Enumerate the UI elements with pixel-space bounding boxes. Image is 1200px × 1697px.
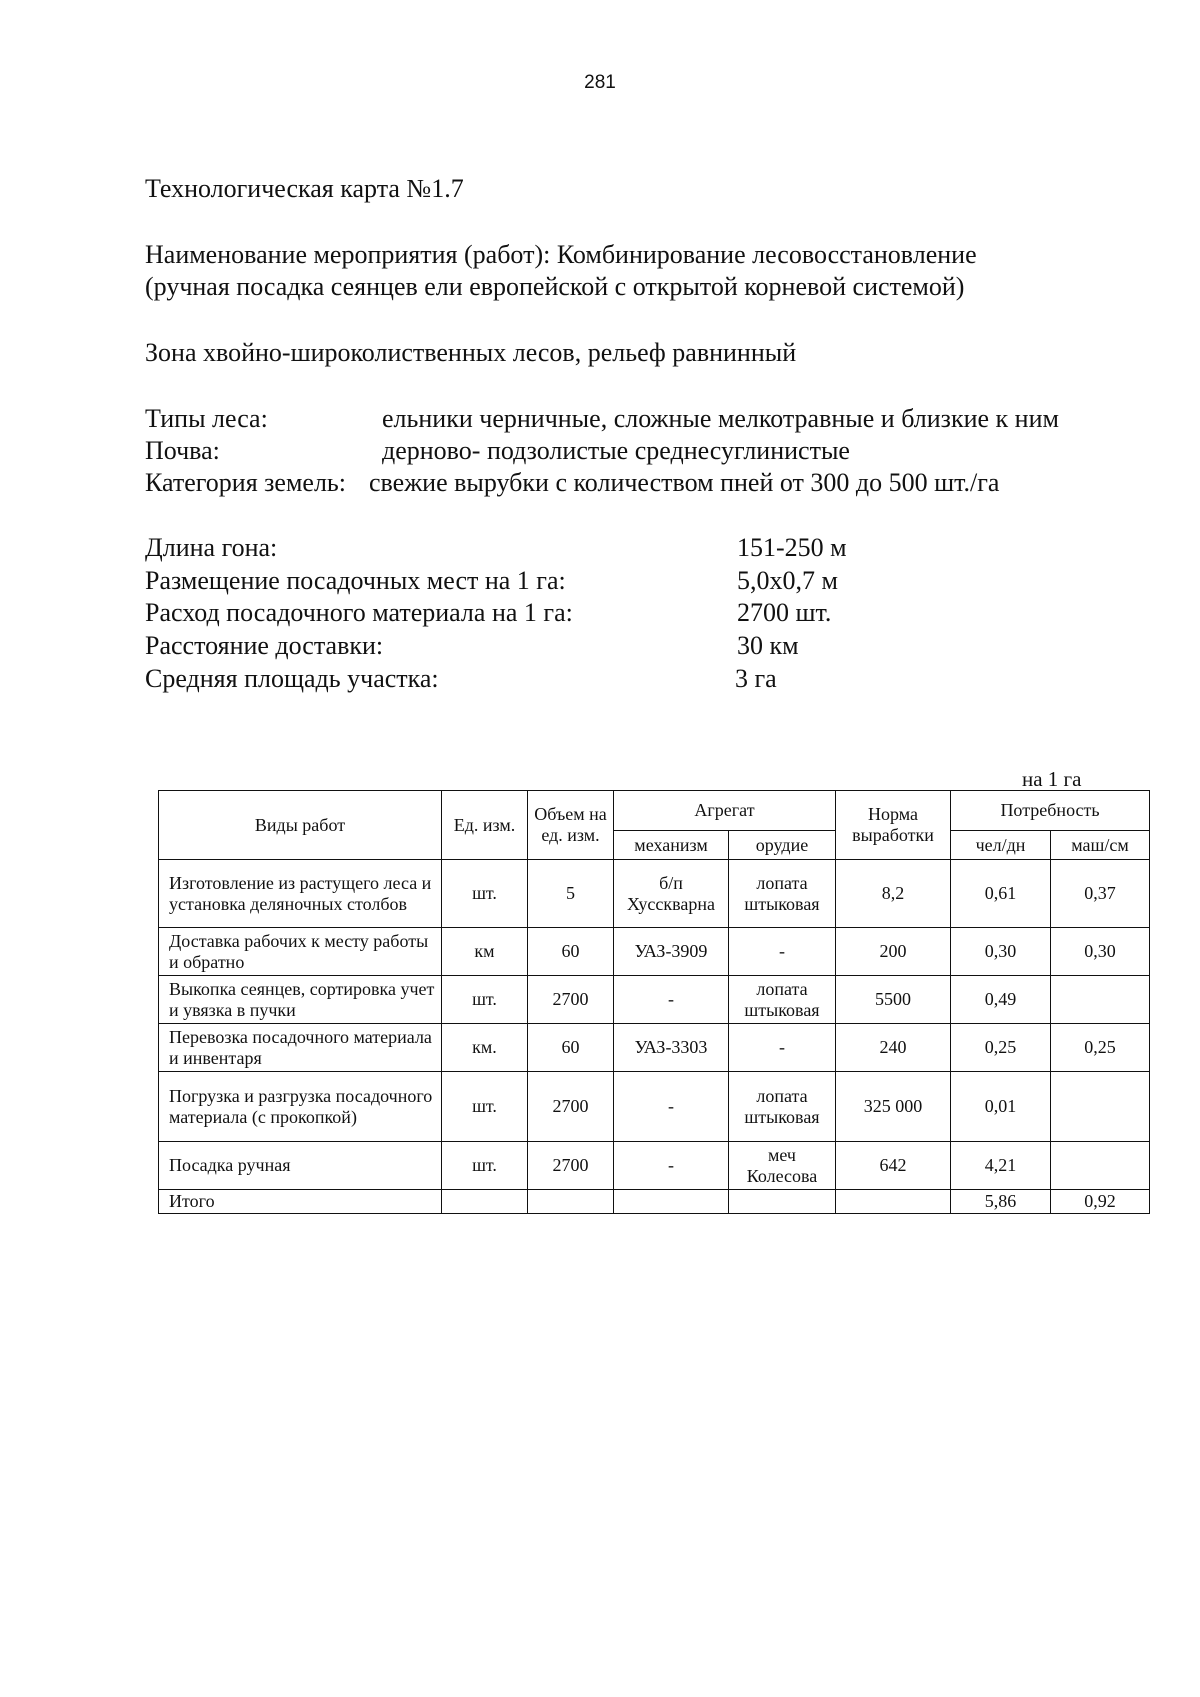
- cell-tool: лопата штыковая: [729, 976, 836, 1024]
- soil-value: дерново- подзолистые среднесуглинистые: [382, 436, 850, 465]
- cell-volume: 2700: [528, 1142, 614, 1190]
- cell-unit: шт.: [442, 976, 528, 1024]
- cell-volume: 2700: [528, 1072, 614, 1142]
- cell-machine-shifts: [1051, 1142, 1150, 1190]
- cell-work: Посадка ручная: [159, 1142, 442, 1190]
- cell-tool: лопата штыковая: [729, 1072, 836, 1142]
- cell-mechanism: -: [614, 976, 729, 1024]
- cell-work: Изготовление из растущего леса и установка деляночных столбов: [159, 860, 442, 928]
- cell-norm: 5500: [836, 976, 951, 1024]
- cell-norm: 200: [836, 928, 951, 976]
- header-need: Потребность: [951, 791, 1150, 831]
- cell-machine-shifts: [1051, 976, 1150, 1024]
- cell-tool: -: [729, 928, 836, 976]
- cell-machine-shifts: 0,30: [1051, 928, 1150, 976]
- total-label: Итого: [159, 1190, 442, 1214]
- table-row: [159, 1142, 1150, 1190]
- cell-machine-shifts: 0,37: [1051, 860, 1150, 928]
- cell-empty: [442, 1190, 528, 1214]
- cell-work: Погрузка и разгрузка посадочного материала (с прокопкой): [159, 1072, 442, 1142]
- cell-man-days: 0,01: [951, 1072, 1051, 1142]
- cell-volume: 2700: [528, 976, 614, 1024]
- table-row: [159, 1024, 1150, 1072]
- page-number: 281: [584, 72, 616, 93]
- cell-man-days: 0,61: [951, 860, 1051, 928]
- cell-tool: лопата штыковая: [729, 860, 836, 928]
- measure-name-line-2: (ручная посадка сеянцев ели европейской с открытой корневой системой): [145, 272, 965, 301]
- land-category-label: Категория земель:: [145, 468, 347, 497]
- total-row: [159, 1190, 1150, 1214]
- soil-label: Почва:: [145, 436, 220, 465]
- land-category-value: свежие вырубки с количеством пней от 300 до 500 шт./га: [369, 468, 1000, 497]
- header-aggregate: Агрегат: [614, 791, 836, 831]
- param-label: Средняя площадь участка:: [145, 664, 439, 693]
- cell-empty: [528, 1190, 614, 1214]
- cell-man-days: 0,25: [951, 1024, 1051, 1072]
- cell-work: Перевозка посадочного материала и инвентаря: [159, 1024, 442, 1072]
- cell-man-days: 0,49: [951, 976, 1051, 1024]
- table-row: [159, 928, 1150, 976]
- cell-unit: км.: [442, 1024, 528, 1072]
- cell-empty: [729, 1190, 836, 1214]
- cell-empty: [836, 1190, 951, 1214]
- unit-note: на 1 га: [1022, 767, 1082, 791]
- total-machine-shifts: 0,92: [1051, 1190, 1150, 1214]
- cell-norm: 8,2: [836, 860, 951, 928]
- cell-mechanism: б/п Хусскварна: [614, 860, 729, 928]
- forest-types-label: Типы леса:: [145, 404, 268, 433]
- cell-volume: 60: [528, 1024, 614, 1072]
- header-unit: Ед. изм.: [442, 791, 528, 860]
- param-value: 30 км: [737, 631, 799, 660]
- cell-volume: 60: [528, 928, 614, 976]
- doc-title: Технологическая карта №1.7: [145, 174, 464, 203]
- cell-mechanism: -: [614, 1072, 729, 1142]
- zone-text: Зона хвойно-широколиственных лесов, рельеф равнинный: [145, 338, 797, 367]
- cell-man-days: 4,21: [951, 1142, 1051, 1190]
- param-value: 2700 шт.: [737, 598, 832, 627]
- cell-unit: шт.: [442, 860, 528, 928]
- cell-machine-shifts: [1051, 1072, 1150, 1142]
- cell-tool: меч Колесова: [729, 1142, 836, 1190]
- param-label: Длина гона:: [145, 533, 278, 562]
- cell-mechanism: УАЗ-3909: [614, 928, 729, 976]
- cell-norm: 325 000: [836, 1072, 951, 1142]
- cell-work: Доставка рабочих к месту работы и обратно: [159, 928, 442, 976]
- param-value: 5,0х0,7 м: [737, 566, 838, 595]
- total-man-days: 5,86: [951, 1190, 1051, 1214]
- table-row: [159, 860, 1150, 928]
- param-value: 3 га: [735, 664, 777, 693]
- header-norm: Норма выработки: [836, 791, 951, 860]
- forest-types-value: ельники черничные, сложные мелкотравные и близкие к ним: [382, 404, 1059, 433]
- header-man-days: чел/дн: [951, 831, 1051, 860]
- cell-unit: шт.: [442, 1072, 528, 1142]
- header-volume: Объем на ед. изм.: [528, 791, 614, 860]
- table-row: [159, 976, 1150, 1024]
- header-tool: орудие: [729, 831, 836, 860]
- param-label: Расход посадочного материала на 1 га:: [145, 598, 573, 627]
- cell-empty: [614, 1190, 729, 1214]
- cell-man-days: 0,30: [951, 928, 1051, 976]
- header-row: [159, 791, 1150, 831]
- header-work-types: Виды работ: [159, 791, 442, 860]
- cell-tool: -: [729, 1024, 836, 1072]
- cell-unit: шт.: [442, 1142, 528, 1190]
- param-value: 151-250 м: [737, 533, 847, 562]
- cell-mechanism: -: [614, 1142, 729, 1190]
- header-machine-shifts: маш/см: [1051, 831, 1150, 860]
- header-mechanism: механизм: [614, 831, 729, 860]
- cell-volume: 5: [528, 860, 614, 928]
- cell-unit: км: [442, 928, 528, 976]
- cell-mechanism: УАЗ-3303: [614, 1024, 729, 1072]
- tech-map-table: [158, 790, 1150, 1214]
- cell-machine-shifts: 0,25: [1051, 1024, 1150, 1072]
- cell-norm: 240: [836, 1024, 951, 1072]
- measure-name-line-1: Наименование мероприятия (работ): Комбинирование лесовосстановление: [145, 240, 977, 269]
- param-label: Размещение посадочных мест на 1 га:: [145, 566, 566, 595]
- table-row: [159, 1072, 1150, 1142]
- param-label: Расстояние доставки:: [145, 631, 384, 660]
- cell-work: Выкопка сеянцев, сортировка учет и увязка в пучки: [159, 976, 442, 1024]
- cell-norm: 642: [836, 1142, 951, 1190]
